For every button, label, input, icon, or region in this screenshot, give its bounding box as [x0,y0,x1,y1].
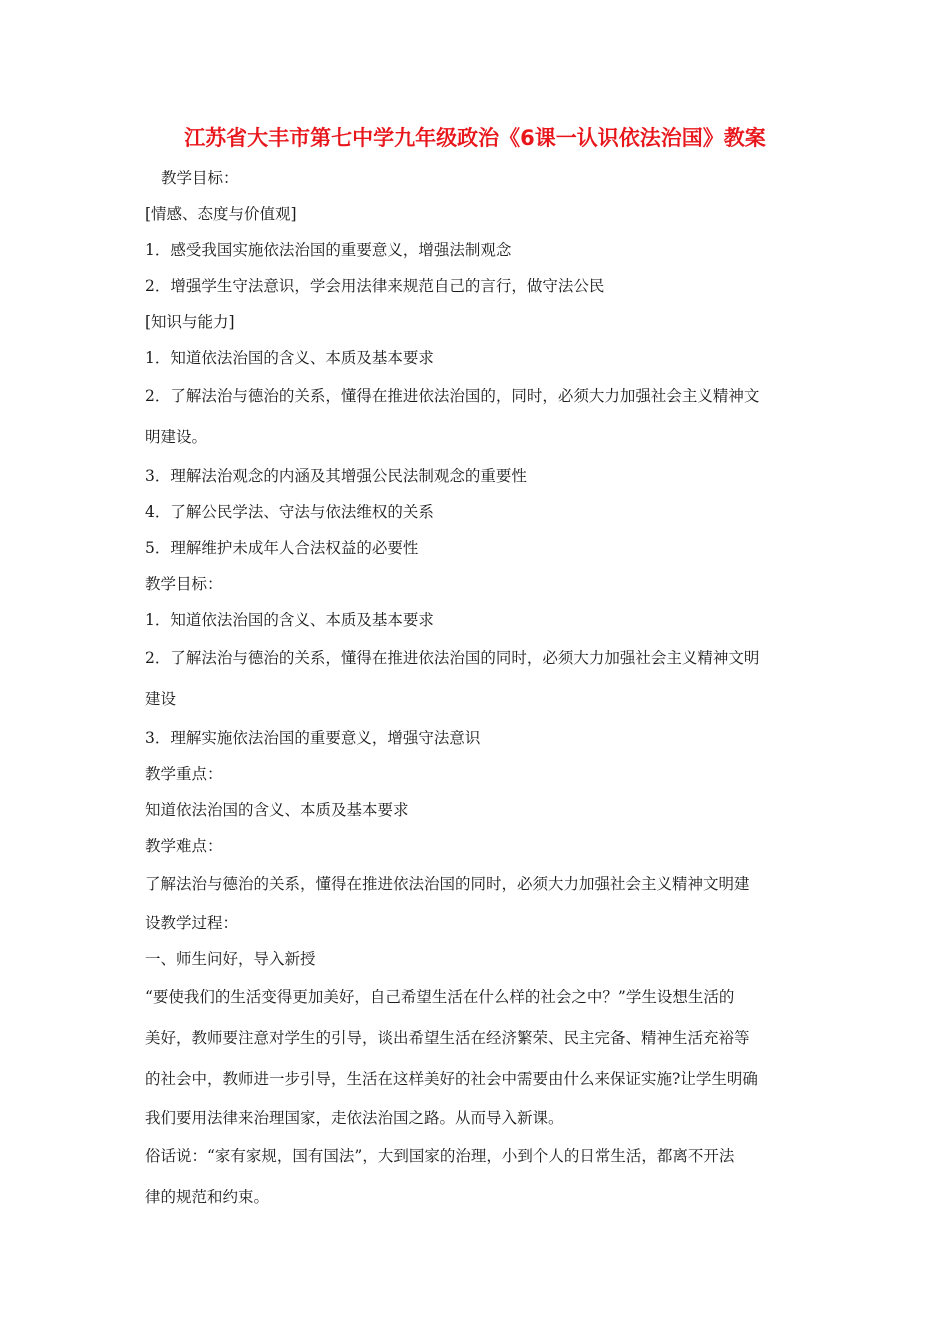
paragraph-line: 3．理解法治观念的内涵及其增强公民法制观念的重要性 [145,467,527,485]
paragraph-line: 2．了解法治与德治的关系，懂得在推进依法治国的，同时，必须大力加强社会主义精神文 [145,387,760,405]
paragraph-line: 1．感受我国实施依法治国的重要意义，增强法制观念 [145,241,512,259]
paragraph-line: 知道依法治国的含义、本质及基本要求 [145,801,409,819]
document-title: 江苏省大丰市第七中学九年级政治《6课一认识依法治国》教案 [184,126,766,150]
section-heading-teaching-goals-2: 教学目标： [145,575,223,593]
paragraph-line: 明建设。 [145,428,208,446]
paragraph-line: 5．理解维护未成年人合法权益的必要性 [145,539,419,557]
paragraph-line: 4．了解公民学法、守法与依法维权的关系 [145,503,434,521]
paragraph-line: 2．了解法治与德治的关系，懂得在推进依法治国的同时，必须大力加强社会主义精神文明 [145,649,760,667]
paragraph-line: 俗话说：“家有家规，国有国法”，大到国家的治理，小到个人的日常生活，都离不开法 [145,1147,735,1165]
section-heading-teaching-goals: 教学目标： [161,169,239,187]
subheading-knowledge-ability: [知识与能力] [145,313,235,331]
paragraph-line: 一、师生问好，导入新授 [145,950,316,968]
paragraph-line: “要使我们的生活变得更加美好，自己希望生活在什么样的社会之中？”学生设想生活的 [145,988,735,1006]
paragraph-line: 了解法治与德治的关系，懂得在推进依法治国的同时，必须大力加强社会主义精神文明建 [145,875,750,893]
paragraph-line: 律的规范和约束。 [145,1188,270,1206]
section-heading-key-points: 教学重点： [145,765,223,783]
section-heading-teaching-process: 设教学过程： [145,914,239,932]
paragraph-line: 3．理解实施依法治国的重要意义，增强守法意识 [145,729,481,747]
paragraph-line: 建设 [145,690,177,708]
paragraph-line: 的社会中，教师进一步引导，生活在这样美好的社会中需要由什么来保证实施?让学生明确 [145,1070,758,1088]
document-body [145,160,810,1218]
paragraph-line: 1．知道依法治国的含义、本质及基本要求 [145,349,434,367]
subheading-emotion-attitude-values: [情感、态度与价值观] [145,205,297,223]
paragraph-line: 美好，教师要注意对学生的引导，谈出希望生活在经济繁荣、民主完备、精神生活充裕等 [145,1029,750,1047]
paragraph-line: 1．知道依法治国的含义、本质及基本要求 [145,611,434,629]
section-heading-difficulties: 教学难点： [145,837,223,855]
paragraph-line: 2．增强学生守法意识，学会用法律来规范自己的言行，做守法公民 [145,277,605,295]
paragraph-line: 我们要用法律来治理国家，走依法治国之路。从而导入新课。 [145,1109,564,1127]
